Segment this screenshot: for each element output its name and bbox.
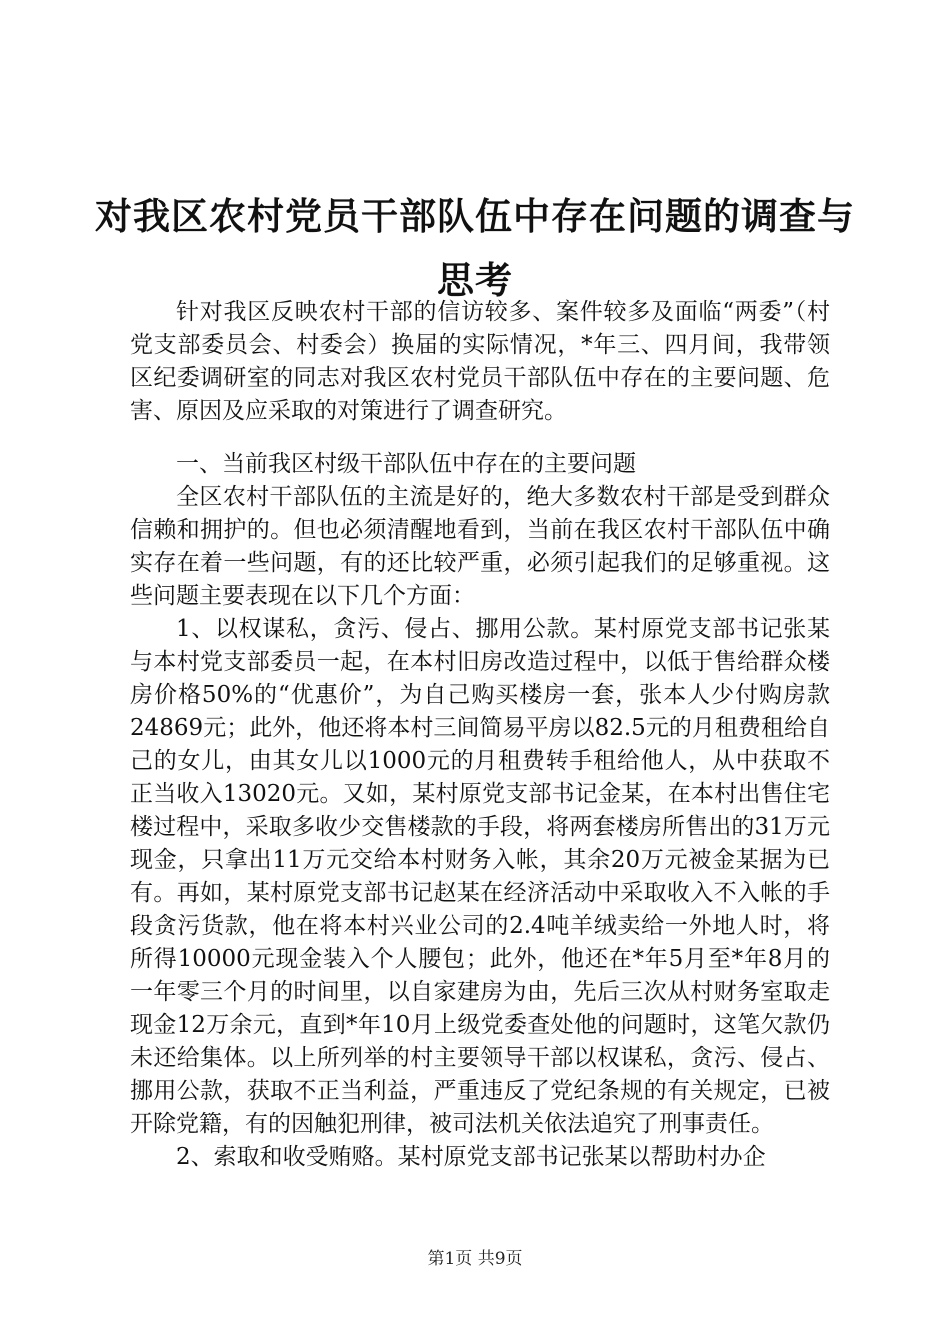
document-title-line-1: 对我区农村党员干部队伍中存在问题的调查与 [95, 195, 855, 238]
section-heading: 一、当前我区村级干部队伍中存在的主要问题 [176, 451, 636, 477]
body-paragraph: 1、以权谋私，贪污、侵占、挪用公款。某村原党支部书记张某与本村党支部委员一起，在本村旧房改造过程中，以低于售给群众楼房价格50%的“优惠价”，为自己购买楼房一套，张本人少付购房款24869元；此外，他还将本村三间简易平房以82.5元的月租费租给自己的女儿，由其女儿以1000元的月租费转手租给他人，从中获取不正当收入13020元。又如，某村原党支部书记金某，在本村出售住宅楼过程中，采取多收少交售楼款的手段，将两套楼房所售出的31万元现金，只拿出11万元交给本村财务入帐，其余20万元被金某据为已有。再如，某村原党支部书记赵某在经济活动中采取收入不入帐的手段贪污货款，他在将本村兴业公司的2.4吨羊绒卖给一外地人时，将所得10000元现金装入个人腰包；此外，他还在*年5月至*年8月的一年零三个月的时间里，以自家建房为由，先后三次从村财务室取走现金12万余元，直到*年10月上级党委查处他的问题时，这笔欠款仍未还给集体。以上所列举的村主要领导干部以权谋私，贪污、侵占、挪用公款，获取不正当利益，严重违反了党纪条规的有关规定，已被开除党籍，有的因触犯刑律，被司法机关依法追究了刑事责任。 [130, 616, 830, 1137]
intro-paragraph: 针对我区反映农村干部的信访较多、案件较多及面临“两委”（村党支部委员会、村委会）换届的实际情况，*年三、四月间，我带领区纪委调研室的同志对我区农村党员干部队伍中存在的主要问题、危害、原因及应采取的对策进行了调查研究。 [130, 299, 830, 424]
document-title-line-2: 思考 [437, 259, 513, 302]
body-paragraph: 全区农村干部队伍的主流是好的，绝大多数农村干部是受到群众信赖和拥护的。但也必须清醒地看到，当前在我区农村干部队伍中确实存在着一些问题，有的还比较严重，必须引起我们的足够重视。这些问题主要表现在以下几个方面： [130, 484, 830, 609]
document-body [130, 296, 830, 1174]
page-footer: 第1页 共9页 [427, 1249, 523, 1269]
body-paragraph: 2、索取和收受贿赂。某村原党支部书记张某以帮助村办企 [176, 1144, 766, 1170]
